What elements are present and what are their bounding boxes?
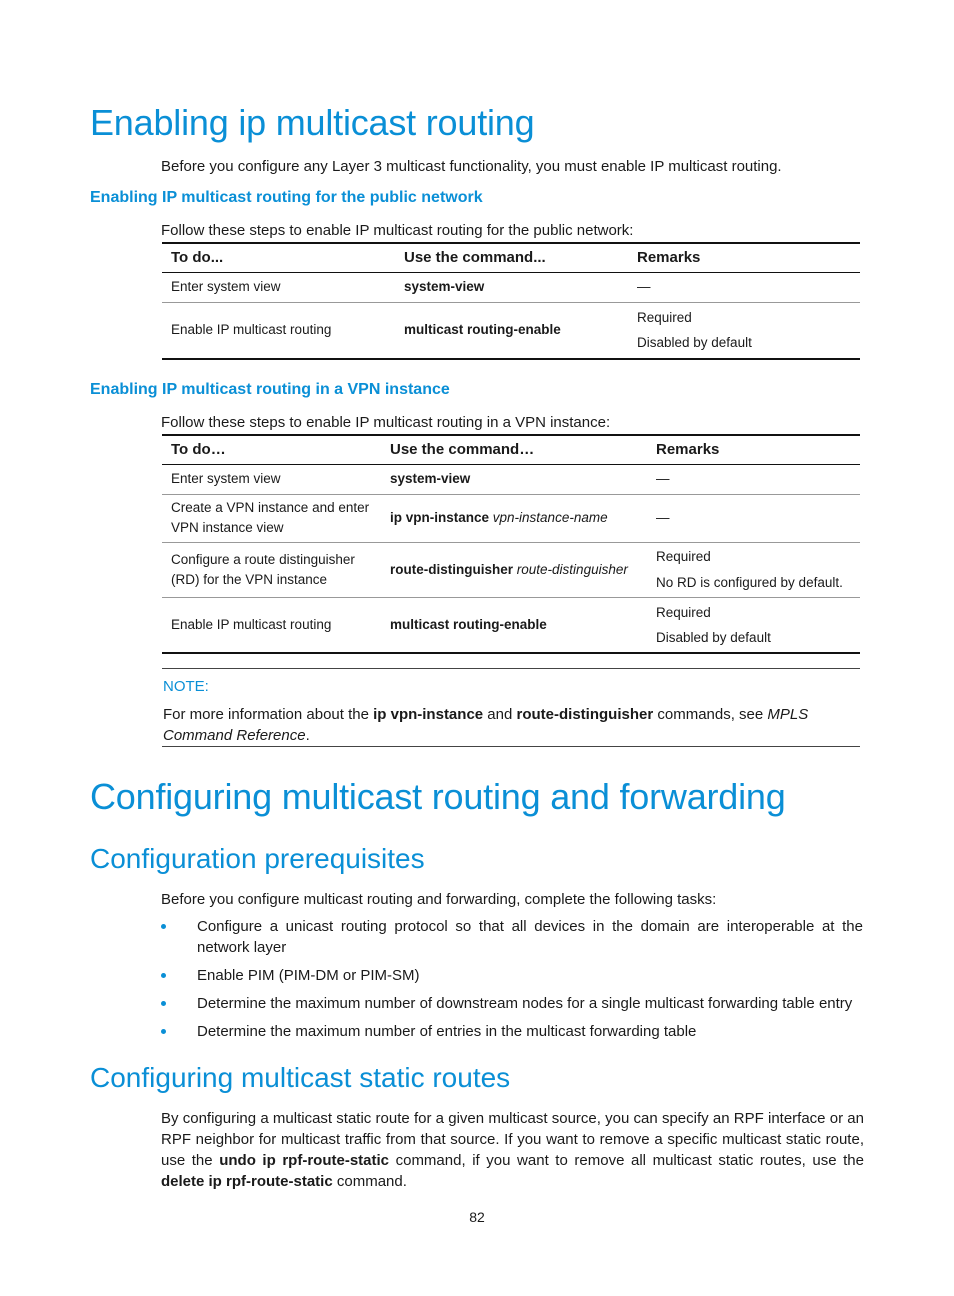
remark-line: Required (656, 604, 711, 620)
public-network-steps-table (162, 242, 860, 360)
header-todo: To do… (162, 435, 381, 464)
cell-remarks: — (647, 494, 860, 542)
remark-line: Disabled by default (656, 629, 771, 645)
bullet-icon (161, 1029, 166, 1034)
cell-command: system-view (395, 272, 628, 302)
table-header-row (162, 243, 860, 272)
page-number: 82 (469, 1209, 485, 1225)
subsection-intro-vpn: Follow these steps to enable IP multicast routing in a VPN instance: (161, 414, 611, 431)
paragraph-text-part: By configuring a multicast static route for a given multicast source, you can specify an RPF interface or an RPF neighbor for multicast traffic from that source. If you want to remove a specific multicast static route, use the (161, 1110, 864, 1169)
note-command: route-distinguisher (516, 706, 654, 723)
cell-remarks (647, 542, 860, 597)
section-title-multicast-static-routes: Configuring multicast static routes (90, 1062, 511, 1093)
subsection-title-vpn-instance: Enabling IP multicast routing in a VPN instance (90, 381, 450, 398)
prerequisites-intro: Before you configure multicast routing and forwarding, complete the following tasks: (161, 891, 717, 908)
remark-line: Required (656, 548, 711, 564)
note-box (162, 668, 860, 747)
list-item (161, 916, 863, 958)
subsection-intro-public: Follow these steps to enable IP multicast routing for the public network: (161, 222, 634, 239)
header-remarks: Remarks (628, 243, 860, 272)
table-row (162, 494, 860, 542)
paragraph-text-part: command. (332, 1173, 407, 1190)
note-reference: MPLS Command Reference (163, 706, 809, 744)
list-item-text: Configure a unicast routing protocol so that all devices in the domain are interoperable at the network layer (197, 918, 863, 956)
table-header-row (162, 435, 860, 464)
static-routes-paragraph (161, 1108, 864, 1192)
note-command: ip vpn-instance (373, 706, 484, 723)
remark-line: No RD is configured by default. (656, 574, 843, 590)
note-text (163, 704, 873, 746)
paragraph-text-part: command, if you want to remove all multicast static routes, use the (389, 1152, 864, 1169)
cell-remarks (628, 302, 860, 359)
header-todo: To do... (162, 243, 395, 272)
cell-todo: Configure a route distinguisher (RD) for the VPN instance (162, 542, 381, 597)
command-argument: vpn-instance-name (492, 510, 608, 525)
command-keyword: route-distinguisher (390, 561, 514, 577)
list-item (161, 1021, 863, 1042)
paragraph-command: undo ip rpf-route-static (219, 1152, 390, 1169)
note-text-part: commands, see (653, 706, 768, 723)
remark-line: Disabled by default (637, 335, 752, 351)
cell-remarks: — (647, 464, 860, 494)
header-remarks: Remarks (647, 435, 860, 464)
table-row (162, 597, 860, 653)
list-item-text: Determine the maximum number of downstream nodes for a single multicast forwarding table entry (197, 995, 853, 1012)
cell-todo: Enter system view (162, 464, 381, 494)
table-row (162, 302, 860, 359)
cell-todo: Enable IP multicast routing (162, 302, 395, 359)
cell-command (381, 494, 647, 542)
list-item-text: Determine the maximum number of entries in the multicast forwarding table (197, 1023, 697, 1040)
remark-line: Required (637, 310, 692, 326)
cell-todo: Enable IP multicast routing (162, 597, 381, 653)
table-row (162, 272, 860, 302)
paragraph-command: delete ip rpf-route-static (161, 1173, 333, 1190)
cell-command (381, 542, 647, 597)
prerequisites-list (161, 916, 863, 1049)
bullet-icon (161, 1001, 166, 1006)
list-item (161, 965, 863, 986)
section-title-enabling-ip-multicast-routing: Enabling ip multicast routing (90, 102, 535, 143)
section-intro: Before you configure any Layer 3 multicast functionality, you must enable IP multicast routing. (161, 158, 782, 175)
header-command: Use the command... (395, 243, 628, 272)
note-text-part: For more information about the (163, 706, 374, 723)
bullet-icon (161, 973, 166, 978)
table-row (162, 542, 860, 597)
cell-remarks: — (628, 272, 860, 302)
vpn-instance-steps-table (162, 434, 860, 654)
list-item-text: Enable PIM (PIM-DM or PIM-SM) (197, 967, 420, 984)
cell-command: multicast routing-enable (381, 597, 647, 653)
note-text-part: and (483, 706, 517, 723)
list-item (161, 993, 863, 1014)
section-title-configuration-prerequisites: Configuration prerequisites (90, 843, 425, 874)
command-argument: route-distinguisher (516, 561, 628, 577)
cell-todo: Enter system view (162, 272, 395, 302)
header-command: Use the command… (381, 435, 647, 464)
cell-command: system-view (381, 464, 647, 494)
cell-command: multicast routing-enable (395, 302, 628, 359)
note-text-part: . (305, 727, 310, 744)
note-label: NOTE: (163, 678, 209, 695)
command-keyword: ip vpn-instance (390, 510, 490, 525)
table-row (162, 464, 860, 494)
cell-remarks (647, 597, 860, 653)
bullet-icon (161, 924, 166, 929)
cell-todo: Create a VPN instance and enter VPN instance view (162, 494, 381, 542)
subsection-title-public-network: Enabling IP multicast routing for the public network (90, 189, 483, 206)
section-title-configuring-multicast-routing: Configuring multicast routing and forwarding (90, 776, 786, 817)
